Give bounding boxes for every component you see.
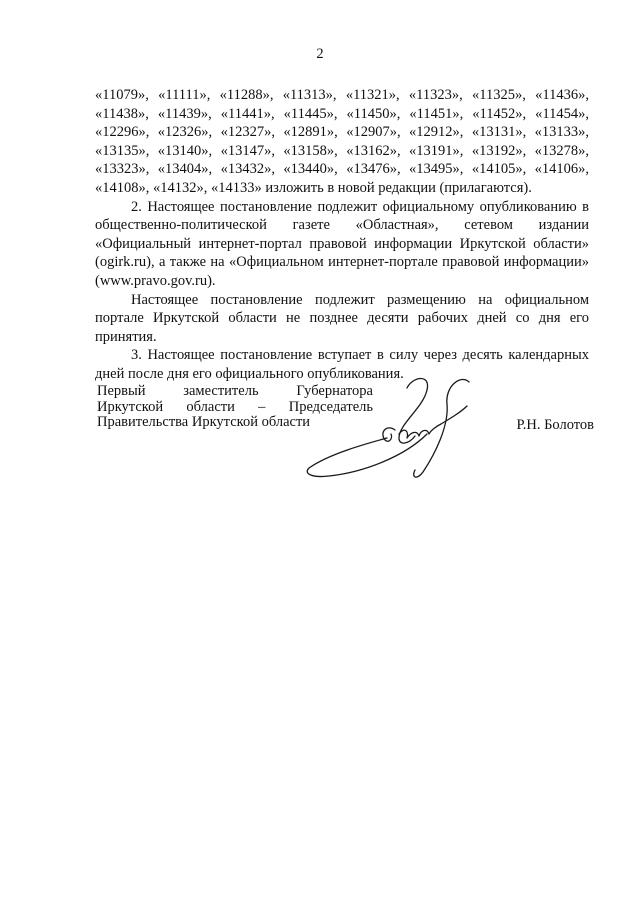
page-number: 2 (316, 46, 324, 62)
signatory-name: Р.Н. Болотов (516, 417, 594, 433)
paragraph-publication: 2. Настоящее постановление подлежит официальному опубликованию в общественно-политической газете «Областная», сетевом издании «Официальный интернет-портал правовой информации Иркутской области» (ogirk.ru), а также на «Официальном интернет-портале правовой информации» (www.pravo.gov.ru). (95, 198, 589, 289)
document-body (95, 86, 589, 384)
paragraph-entry-into-force: 3. Настоящее постановление вступает в силу через десять календарных дней после дня его официального опубликования. (95, 347, 589, 382)
signatory-title-line-3: Правительства Иркутской области (97, 414, 311, 430)
paragraph-list-continuation: «11079», «11111», «11288», «11313», «11321», «11323», «11325», «11436», «11438», «11439», «11441», «11445», «11450», «11451», «11452», «11454», «12296», «12326», «12327», «12891», «12907», «12912», «13131», «13133», «13135», «13140», «13147», «13158», «13162», «13191», «13192», «13278», «13323», «13404», «13432», «13440», «13476», «13495», «14105», «14106», «14108», «14132», «14133» изложить в новой редакции (прилагаются). (95, 87, 589, 196)
signatory-title-line-1: Первый заместитель Губернатора (97, 383, 373, 399)
signatory-title-line-2: Иркутской области – Председатель (97, 398, 373, 415)
handwritten-signature (295, 372, 485, 482)
paragraph-portal-placement: Настоящее постановление подлежит размещению на официальном портале Иркутской области не позднее десяти рабочих дней со дня его принятия. (95, 291, 589, 345)
